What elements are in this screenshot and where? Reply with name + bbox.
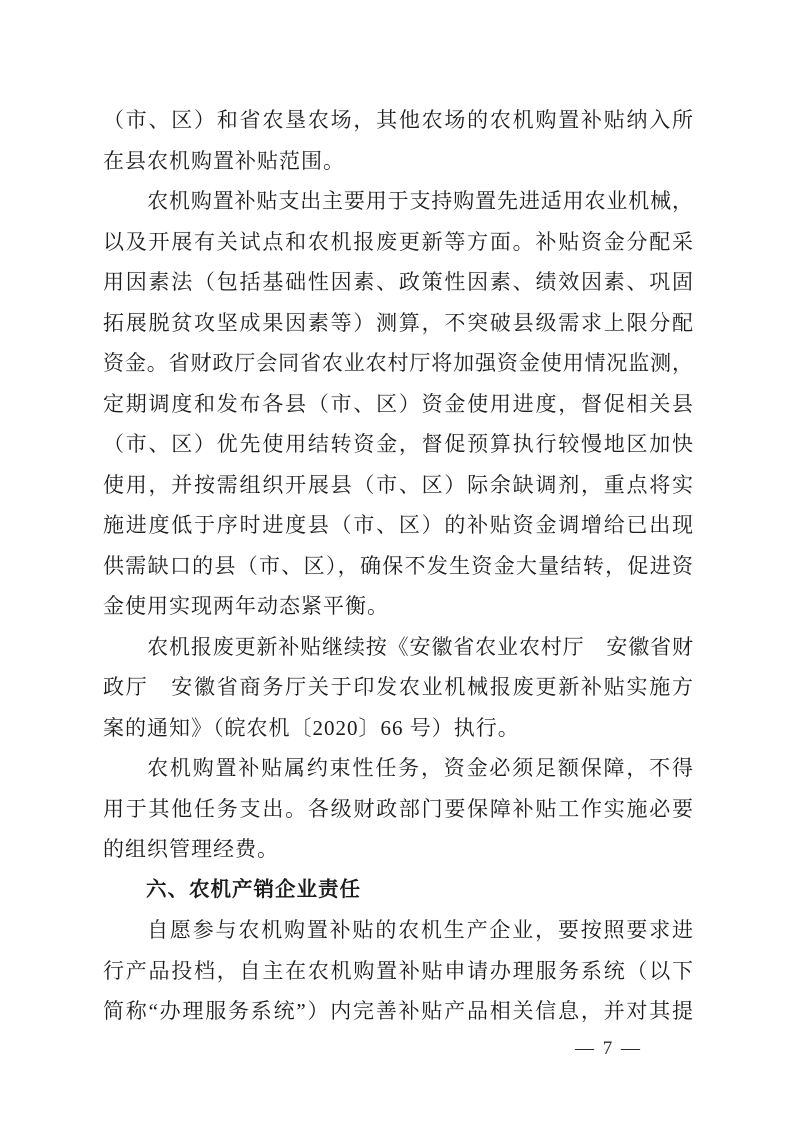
document-body — [103, 100, 693, 1032]
text-line: 农机购置补贴支出主要用于支持购置先进适用农业机械， — [147, 189, 693, 213]
text-line: 农机购置补贴属约束性任务，资金必须足额保障，不得 — [147, 756, 693, 780]
text-line: 用因素法（包括基础性因素、政策性因素、绩效因素、巩固 — [103, 270, 693, 294]
text-line: 简称“办理服务系统”）内完善补贴产品相关信息，并对其提 — [103, 999, 693, 1023]
text-line: 自愿参与农机购置补贴的农机生产企业，要按照要求进 — [147, 918, 693, 942]
text-line: 行产品投档，自主在农机购置补贴申请办理服务系统（以下 — [103, 958, 693, 983]
text-line: 以及开展有关试点和农机报废更新等方面。补贴资金分配采 — [103, 229, 693, 254]
section-heading: 六、农机产销企业责任 — [146, 877, 362, 901]
text-line: 在县农机购置补贴范围。 — [103, 148, 345, 173]
text-line: 定期调度和发布各县（市、区）资金使用进度，督促相关县 — [103, 391, 693, 416]
text-line: 拓展脱贫攻坚成果因素等）测算，不突破县级需求上限分配 — [103, 310, 693, 335]
page-number: — 7 — — [575, 1038, 642, 1059]
text-line: 的组织管理经费。 — [103, 837, 279, 861]
text-line: 案的通知》（皖农机〔2020〕66 号）执行。 — [103, 715, 520, 740]
text-line: 使用，并按需组织开展县（市、区）际余缺调剂，重点将实 — [103, 472, 693, 497]
text-line: （市、区）和省农垦农场，其他农场的农机购置补贴纳入所 — [103, 108, 693, 132]
text-line: 供需缺口的县（市、区），确保不发生资金大量结转，促进资 — [103, 553, 693, 578]
text-line: 用于其他任务支出。各级财政部门要保障补贴工作实施必要 — [103, 796, 693, 821]
text-line: 政厅 安徽省商务厅关于印发农业机械报废更新补贴实施方 — [103, 675, 693, 699]
text-line: 金使用实现两年动态紧平衡。 — [103, 594, 389, 618]
text-line: 资金。省财政厅会同省农业农村厅将加强资金使用情况监测， — [103, 351, 693, 375]
text-line: 农机报废更新补贴继续按《安徽省农业农村厅 安徽省财 — [147, 634, 693, 659]
text-line: 施进度低于序时进度县（市、区）的补贴资金调增给已出现 — [103, 513, 693, 537]
text-line: （市、区）优先使用结转资金，督促预算执行较慢地区加快 — [103, 432, 693, 456]
